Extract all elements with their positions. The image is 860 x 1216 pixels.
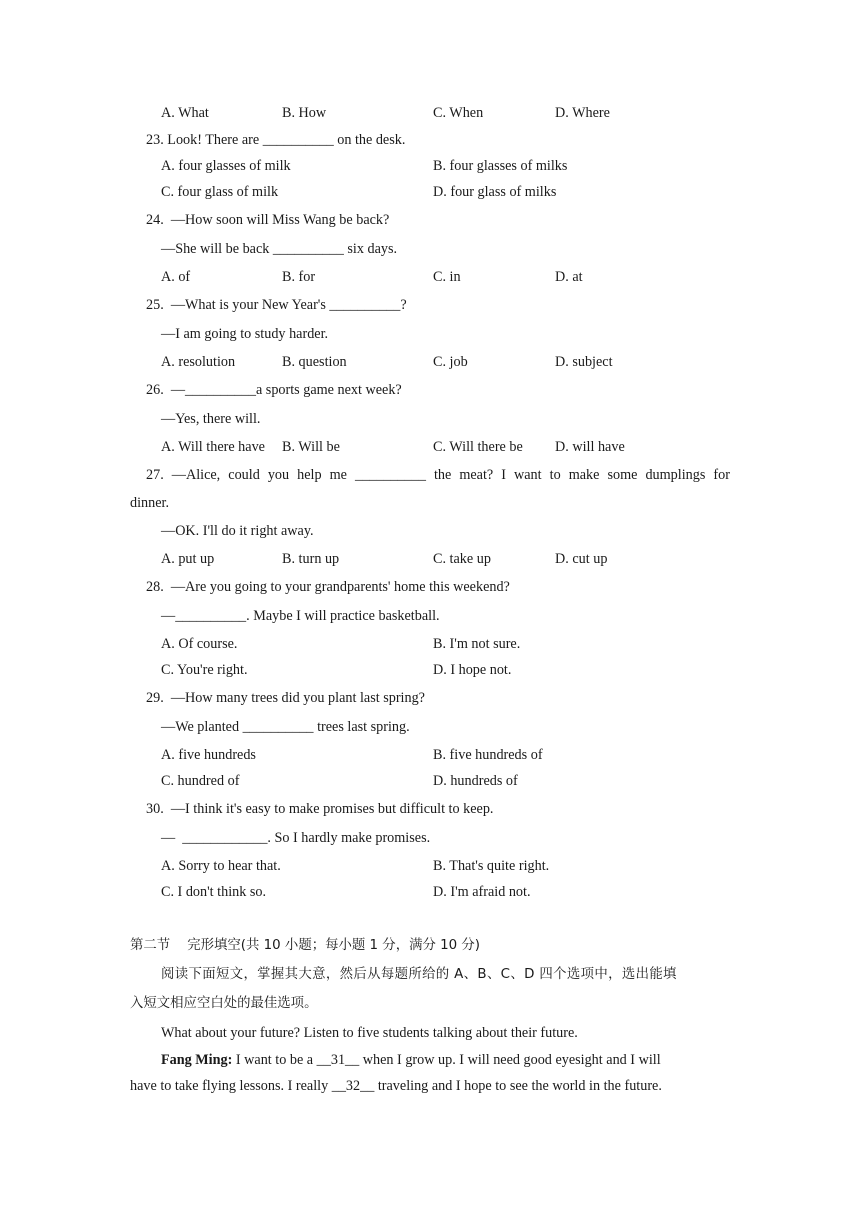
q27-option-a: A. put up <box>161 551 215 567</box>
blank-31: __31__ <box>316 1052 360 1068</box>
q26-option-c: C. Will there be <box>433 439 523 455</box>
q26-option-b: B. Will be <box>282 439 340 455</box>
passage-line2 <box>130 1079 662 1093</box>
section2-instructions-line1 <box>161 968 730 981</box>
q27-word: for <box>713 467 730 483</box>
q22-option-a: A. What <box>161 105 209 121</box>
q30-reply: — ____________. So I hardly make promises. <box>161 830 431 846</box>
q27-option-d: D. cut up <box>555 551 608 567</box>
q27-word: —Alice, <box>171 467 221 483</box>
q23-option-b: B. four glasses of milks <box>433 158 568 174</box>
q27-word: want <box>514 467 542 483</box>
q27-word: the <box>433 467 452 483</box>
q27-word: dumplings <box>645 467 706 483</box>
q30-option-d: D. I'm afraid not. <box>433 884 531 900</box>
passage-text: I want to be a <box>232 1052 317 1068</box>
q30-option-a: A. Sorry to hear that. <box>161 858 281 874</box>
section2-heading: 第二节 完形填空(共 10 小题；每小题 1 分，满分 10 分) <box>130 938 481 953</box>
q24-option-a: A. of <box>161 269 191 285</box>
passage-text: when I grow up. I will need good eyesight and I will <box>359 1052 661 1068</box>
q28-option-a: A. Of course. <box>161 636 238 652</box>
instructions-text: 阅读下面短文，掌握其大意，然后从每题所给的 A、B、C、D 四个选项中，选出能填 <box>161 967 677 982</box>
q24-option-d: D. at <box>555 269 583 285</box>
q28-option-d: D. I hope not. <box>433 662 512 678</box>
q22-option-c: C. When <box>433 105 484 121</box>
q29-option-a: A. five hundreds <box>161 747 256 763</box>
q29-option-b: B. five hundreds of <box>433 747 543 763</box>
q25-reply: —I am going to study harder. <box>161 326 329 342</box>
q27-word: I <box>501 467 506 483</box>
blank-32: __32__ <box>331 1078 375 1094</box>
q23-option-d: D. four glass of milks <box>433 184 557 200</box>
q27-option-c: C. take up <box>433 551 491 567</box>
passage-text: have to take flying lessons. I really <box>130 1078 332 1094</box>
q25-option-a: A. resolution <box>161 354 236 370</box>
q27-reply: —OK. I'll do it right away. <box>161 523 314 539</box>
q28-option-b: B. I'm not sure. <box>433 636 521 652</box>
q29-option-c: C. hundred of <box>161 773 240 789</box>
speaker-name: Fang Ming: <box>161 1052 233 1068</box>
q24-option-b: B. for <box>282 269 316 285</box>
q27-word: me <box>329 467 347 483</box>
q26-stem: 26. —__________a sports game next week? <box>146 382 402 398</box>
q27-word: you <box>267 467 290 483</box>
q26-option-a: A. Will there have <box>161 439 265 455</box>
q29-stem: 29. —How many trees did you plant last spring? <box>146 690 425 706</box>
q25-option-b: B. question <box>282 354 347 370</box>
q27-word: help <box>297 467 322 483</box>
q24-stem: 24. —How soon will Miss Wang be back? <box>146 212 390 228</box>
q27-word: 27. <box>146 467 164 483</box>
q28-reply: —__________. Maybe I will practice basketball. <box>161 608 440 624</box>
q27-word: some <box>607 467 638 483</box>
q27-word: meat? <box>459 467 494 483</box>
q27-word: to <box>549 467 561 483</box>
q24-option-c: C. in <box>433 269 461 285</box>
q29-option-d: D. hundreds of <box>433 773 518 789</box>
q27-word: could <box>228 467 260 483</box>
passage-line1 <box>161 1053 661 1067</box>
q24-reply: —She will be back __________ six days. <box>161 241 398 257</box>
q22-option-b: B. How <box>282 105 327 121</box>
passage-text: traveling and I hope to see the world in the future. <box>374 1078 662 1094</box>
q26-option-d: D. will have <box>555 439 625 455</box>
q27-word: make <box>568 467 600 483</box>
q26-reply: —Yes, there will. <box>161 411 261 427</box>
q25-stem: 25. —What is your New Year's __________? <box>146 297 407 313</box>
q27-stem-continued: dinner. <box>130 495 170 511</box>
q30-option-c: C. I don't think so. <box>161 884 267 900</box>
q22-option-d: D. Where <box>555 105 610 121</box>
q27-blank: __________ <box>354 467 426 483</box>
q27-stem <box>146 468 730 482</box>
q27-option-b: B. turn up <box>282 551 340 567</box>
q29-reply: —We planted __________ trees last spring. <box>161 719 410 735</box>
q30-option-b: B. That's quite right. <box>433 858 550 874</box>
passage-intro: What about your future? Listen to five students talking about their future. <box>161 1025 578 1041</box>
q28-stem: 28. —Are you going to your grandparents' home this weekend? <box>146 579 510 595</box>
q28-option-c: C. You're right. <box>161 662 248 678</box>
q23-option-a: A. four glasses of milk <box>161 158 291 174</box>
q30-stem: 30. —I think it's easy to make promises but difficult to keep. <box>146 801 494 817</box>
q23-stem: 23. Look! There are __________ on the desk. <box>146 132 406 148</box>
section2-instructions-line2: 入短文相应空白处的最佳选项。 <box>130 996 318 1011</box>
q25-option-c: C. job <box>433 354 468 370</box>
q23-option-c: C. four glass of milk <box>161 184 279 200</box>
q25-option-d: D. subject <box>555 354 613 370</box>
